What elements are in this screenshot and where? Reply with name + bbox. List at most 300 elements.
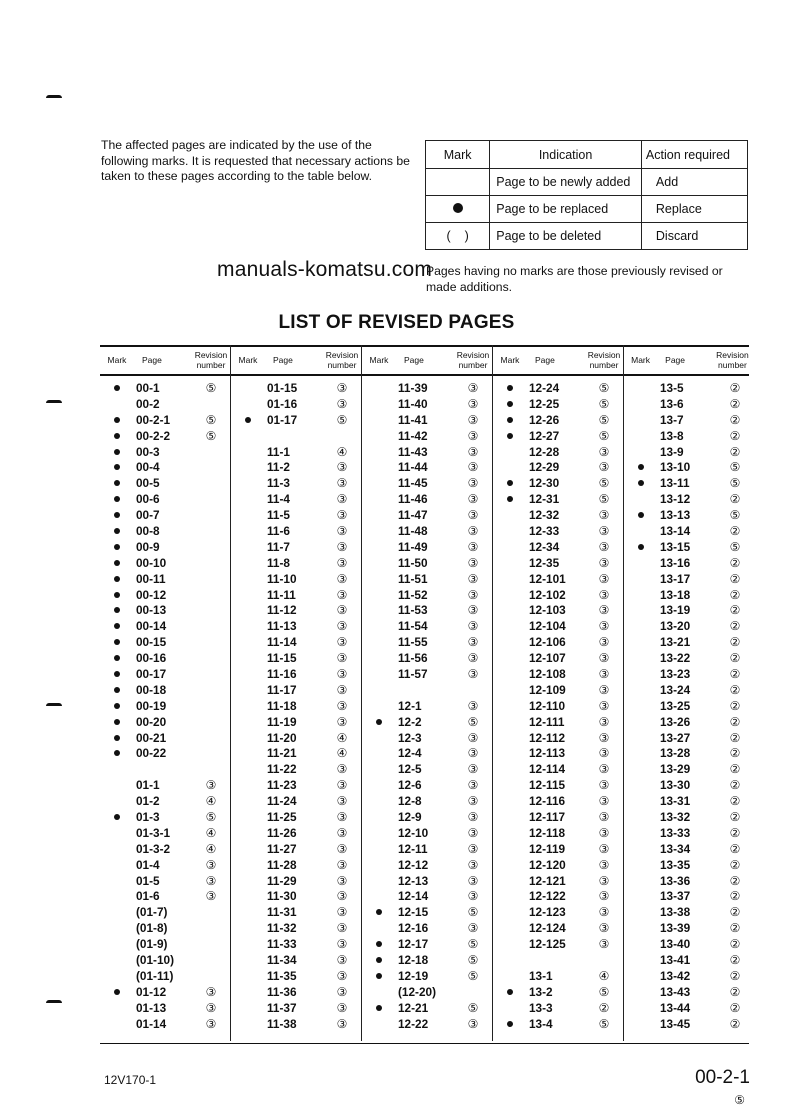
table-row [493,920,623,936]
row-page: 12-124 [529,921,566,936]
row-page: 00-9 [136,539,160,554]
row-revision: ③ [598,666,610,681]
table-row [362,873,492,889]
row-mark [100,544,134,550]
row-mark [624,544,658,550]
row-page: 12-21 [398,1000,429,1015]
row-page: 11-26 [267,825,297,840]
row-mark [100,814,134,820]
table-row [624,873,751,889]
row-page: 13-22 [660,651,691,666]
row-page: 12-12 [398,857,429,872]
table-row [362,968,492,984]
row-page: 00-21 [136,730,167,745]
row-page: 00-2-1 [136,412,171,427]
column-header [493,345,623,375]
row-page: (01-11) [136,968,174,983]
table-row [493,857,623,873]
replace-dot-icon [507,385,513,391]
table-row [624,444,751,460]
replace-dot-icon [114,528,120,534]
row-revision: ③ [467,730,479,745]
table-row [493,380,623,396]
row-page: 13-9 [660,444,684,459]
row-revision: ③ [336,841,348,856]
punch-mark [46,400,62,403]
row-page: 11-33 [267,937,297,952]
table-row [231,873,361,889]
header-revision: Revision number [325,350,359,370]
table-row [493,587,623,603]
table-row [231,555,361,571]
replace-dot-icon [114,385,120,391]
row-revision: ③ [598,921,610,936]
legend-mark-parentheses: ( ) [426,223,490,250]
table-row [624,745,751,761]
row-revision: ③ [598,889,610,904]
row-mark [100,592,134,598]
legend-indication: Page to be deleted [490,223,642,250]
table-row [231,475,361,491]
table-row [100,857,230,873]
row-revision: ⑤ [336,412,348,427]
table-row [231,698,361,714]
row-page: 12-32 [529,508,560,523]
row-revision: ③ [598,857,610,872]
table-row [624,507,751,523]
row-revision: ② [729,603,741,618]
replace-dot-icon [114,639,120,645]
revised-pages-column [100,345,230,1041]
row-page: 11-8 [267,555,290,570]
row-revision: ③ [336,587,348,602]
header-mark: Mark [238,355,258,365]
table-row [100,714,230,730]
table-row [493,555,623,571]
row-revision: ③ [467,746,479,761]
table-row [493,412,623,428]
row-page: 13-24 [660,682,691,697]
table-row [100,904,230,920]
table-row [100,634,230,650]
table-row [100,650,230,666]
row-page: 11-19 [267,714,297,729]
row-page: 11-35 [267,968,297,983]
row-revision: ② [729,555,741,570]
row-page: 12-111 [529,714,565,729]
row-page: 00-19 [136,698,167,713]
row-page: 00-10 [136,555,167,570]
table-row [100,666,230,682]
table-row [493,952,623,968]
row-revision: ③ [336,555,348,570]
table-row [624,666,751,682]
replace-dot-icon [114,464,120,470]
row-revision: ③ [336,1016,348,1031]
row-revision: ③ [336,476,348,491]
row-page: 13-16 [660,555,691,570]
row-page: 00-12 [136,587,167,602]
row-revision: ③ [598,746,610,761]
header-mark: Mark [107,355,127,365]
row-revision: ③ [336,905,348,920]
row-revision: ④ [336,746,348,761]
table-row [493,396,623,412]
table-row [100,682,230,698]
row-revision: ③ [336,873,348,888]
row-revision: ② [729,619,741,634]
table-row [362,1000,492,1016]
legend-header-action: Action required [641,141,747,169]
table-row [624,428,751,444]
row-page: 01-2 [136,794,160,809]
row-revision: ② [598,1000,610,1015]
column-rows [100,380,230,1032]
row-revision: ③ [598,619,610,634]
row-page: 00-2 [136,396,160,411]
row-page: 12-29 [529,460,560,475]
row-revision: ③ [205,889,217,904]
row-revision: ③ [336,762,348,777]
row-mark [362,1005,396,1011]
table-row [362,984,492,1000]
row-page: 00-2-2 [136,428,171,443]
row-page: 13-10 [660,460,691,475]
punch-mark [46,95,62,98]
row-page: 12-10 [398,825,429,840]
replace-dot-icon [114,671,120,677]
row-revision: ③ [598,841,610,856]
replace-dot-icon [507,401,513,407]
replace-dot-icon [114,750,120,756]
table-row [362,428,492,444]
row-page: 13-29 [660,762,691,777]
table-row [231,857,361,873]
row-page: 11-41 [398,412,428,427]
row-revision: ③ [598,905,610,920]
table-row [231,587,361,603]
row-page: 11-56 [398,651,428,666]
row-revision: ② [729,841,741,856]
legend-row-discard [426,223,748,250]
row-revision: ② [729,746,741,761]
header-mark: Mark [631,355,651,365]
row-revision: ③ [598,937,610,952]
revised-pages-column [492,345,623,1041]
row-mark [100,623,134,629]
row-page: 12-25 [529,396,560,411]
row-page: 13-2 [529,984,553,999]
table-row [624,730,751,746]
table-row [231,793,361,809]
revised-pages-column [230,345,361,1041]
row-revision: ③ [336,651,348,666]
row-revision: ⑤ [729,508,741,523]
table-row [100,984,230,1000]
row-page: 11-6 [267,523,290,538]
row-revision: ⑤ [729,460,741,475]
table-row [231,539,361,555]
table-row [362,555,492,571]
row-page: 12-16 [398,921,429,936]
row-page: 00-4 [136,460,160,475]
row-mark [493,385,527,391]
row-revision: ③ [467,380,479,395]
row-page: 11-53 [398,603,428,618]
row-revision: ② [729,730,741,745]
row-revision: ③ [467,794,479,809]
replace-dot-icon [638,464,644,470]
row-page: 13-25 [660,698,691,713]
table-row [231,507,361,523]
table-row [362,571,492,587]
watermark: manuals-komatsu.com [217,258,433,281]
table-row [231,952,361,968]
replace-dot-icon [114,687,120,693]
table-row [624,555,751,571]
table-row [624,984,751,1000]
row-page: 12-9 [398,809,422,824]
replace-dot-icon [114,607,120,613]
table-row [624,1000,751,1016]
row-page: 12-119 [529,841,566,856]
row-revision: ③ [467,1016,479,1031]
row-page: 12-115 [529,778,566,793]
row-revision: ② [729,682,741,697]
row-revision: ③ [336,984,348,999]
revised-pages-column [623,345,751,1041]
row-page: 00-14 [136,619,167,634]
row-revision: ③ [467,571,479,586]
row-revision: ③ [205,873,217,888]
replace-dot-icon [114,623,120,629]
row-revision: ② [729,825,741,840]
row-mark [231,417,265,423]
table-row [362,793,492,809]
table-row [493,761,623,777]
row-page: 12-103 [529,603,566,618]
table-row [362,1016,492,1032]
header-mark: Mark [500,355,520,365]
table-row [231,984,361,1000]
table-row [493,634,623,650]
row-page: 13-12 [660,492,691,507]
row-page: 11-40 [398,396,428,411]
row-page: 13-19 [660,603,691,618]
row-revision: ③ [598,651,610,666]
replace-dot-icon [114,719,120,725]
replace-dot-icon [507,1021,513,1027]
row-revision: ② [729,794,741,809]
row-page: 12-114 [529,762,566,777]
table-row [100,444,230,460]
table-row [100,809,230,825]
table-row [493,682,623,698]
row-revision: ② [729,571,741,586]
table-row [493,475,623,491]
row-page: 12-33 [529,523,560,538]
table-row [231,666,361,682]
row-revision: ⑤ [467,968,479,983]
column-rows [493,380,623,1032]
row-page: 13-43 [660,984,691,999]
row-page: 13-26 [660,714,691,729]
legend-indication: Page to be replaced [490,196,642,223]
replace-dot-icon [507,433,513,439]
row-revision: ② [729,651,741,666]
table-row [231,412,361,428]
table-row [624,793,751,809]
table-row [493,491,623,507]
row-page: 12-13 [398,873,429,888]
row-revision: ③ [467,492,479,507]
row-revision: ② [729,492,741,507]
replace-dot-icon [114,433,120,439]
row-revision: ④ [598,968,610,983]
table-row [624,698,751,714]
row-mark [493,433,527,439]
row-page: 12-101 [529,571,566,586]
row-page: 12-110 [529,698,566,713]
row-revision: ⑤ [598,1016,610,1031]
header-page: Page [535,355,555,365]
table-row [100,602,230,618]
row-revision: ⑤ [598,428,610,443]
table-row [624,968,751,984]
column-header [362,345,492,375]
table-row [100,1000,230,1016]
table-row [362,745,492,761]
row-revision: ③ [205,778,217,793]
row-mark [493,1021,527,1027]
table-row [362,714,492,730]
row-page: 11-32 [267,921,297,936]
row-page: 11-15 [267,651,297,666]
row-page: 12-106 [529,635,566,650]
row-revision: ③ [336,508,348,523]
row-page: 11-7 [267,539,290,554]
row-page: 01-12 [136,984,167,999]
row-revision: ③ [467,666,479,681]
row-revision: ② [729,666,741,681]
table-row [362,904,492,920]
header-mark: Mark [369,355,389,365]
table-row [624,459,751,475]
table-row [100,825,230,841]
row-revision: ③ [598,809,610,824]
row-mark [100,528,134,534]
row-revision: ③ [467,428,479,443]
row-page: 11-3 [267,476,290,491]
row-revision: ⑤ [467,905,479,920]
table-row [624,1016,751,1032]
table-row [362,380,492,396]
row-page: 11-50 [398,555,428,570]
legend-header-row [426,141,748,169]
table-row [624,761,751,777]
row-revision: ③ [205,1000,217,1015]
row-page: 11-55 [398,635,428,650]
row-revision: ③ [467,889,479,904]
row-revision: ② [729,968,741,983]
replace-dot-icon [114,544,120,550]
row-page: 00-3 [136,444,160,459]
table-row [362,396,492,412]
row-revision: ⑤ [467,953,479,967]
table-row [493,984,623,1000]
table-row [362,952,492,968]
row-page: 13-32 [660,809,691,824]
legend-header-mark: Mark [426,141,490,169]
row-revision: ③ [467,921,479,936]
row-revision: ③ [336,523,348,538]
table-row [493,904,623,920]
row-mark [100,464,134,470]
table-row [362,889,492,905]
table-row [231,1016,361,1032]
row-page: 13-11 [660,476,690,491]
row-page: 11-24 [267,794,297,809]
row-page: 13-21 [660,635,691,650]
row-page: 11-17 [267,682,297,697]
table-row [231,650,361,666]
row-revision: ③ [598,444,610,459]
table-row [100,459,230,475]
table-row [624,618,751,634]
row-page: 11-31 [267,905,297,920]
row-revision: ② [729,444,741,459]
row-page: 12-11 [398,841,428,856]
row-page: 12-34 [529,539,560,554]
row-page: 01-5 [136,873,160,888]
row-revision: ② [729,905,741,920]
row-revision: ③ [598,730,610,745]
row-page: (01-7) [136,905,168,920]
row-page: 12-125 [529,937,566,952]
row-page: 13-31 [660,794,691,809]
header-page: Page [142,355,162,365]
replace-dot-icon [507,496,513,502]
table-row [231,444,361,460]
row-revision: ③ [598,555,610,570]
table-row [100,952,230,968]
table-row [100,475,230,491]
table-row [100,761,230,777]
row-revision: ② [729,523,741,538]
table-row [493,730,623,746]
table-row [362,936,492,952]
row-revision: ③ [598,603,610,618]
row-page: 12-15 [398,905,429,920]
row-revision: ③ [467,460,479,475]
replace-dot-icon [638,480,644,486]
row-page: 01-3-2 [136,841,171,856]
table-row [493,666,623,682]
row-page: 11-42 [398,428,428,443]
replace-dot-icon [114,560,120,566]
row-revision: ⑤ [598,984,610,999]
row-page: 11-14 [267,635,297,650]
table-row [100,539,230,555]
revised-pages-column [361,345,492,1041]
table-row [100,745,230,761]
row-revision: ③ [598,873,610,888]
row-page: 00-16 [136,651,167,666]
table-row [362,618,492,634]
row-mark [100,671,134,677]
table-row [100,873,230,889]
row-revision: ② [729,889,741,904]
